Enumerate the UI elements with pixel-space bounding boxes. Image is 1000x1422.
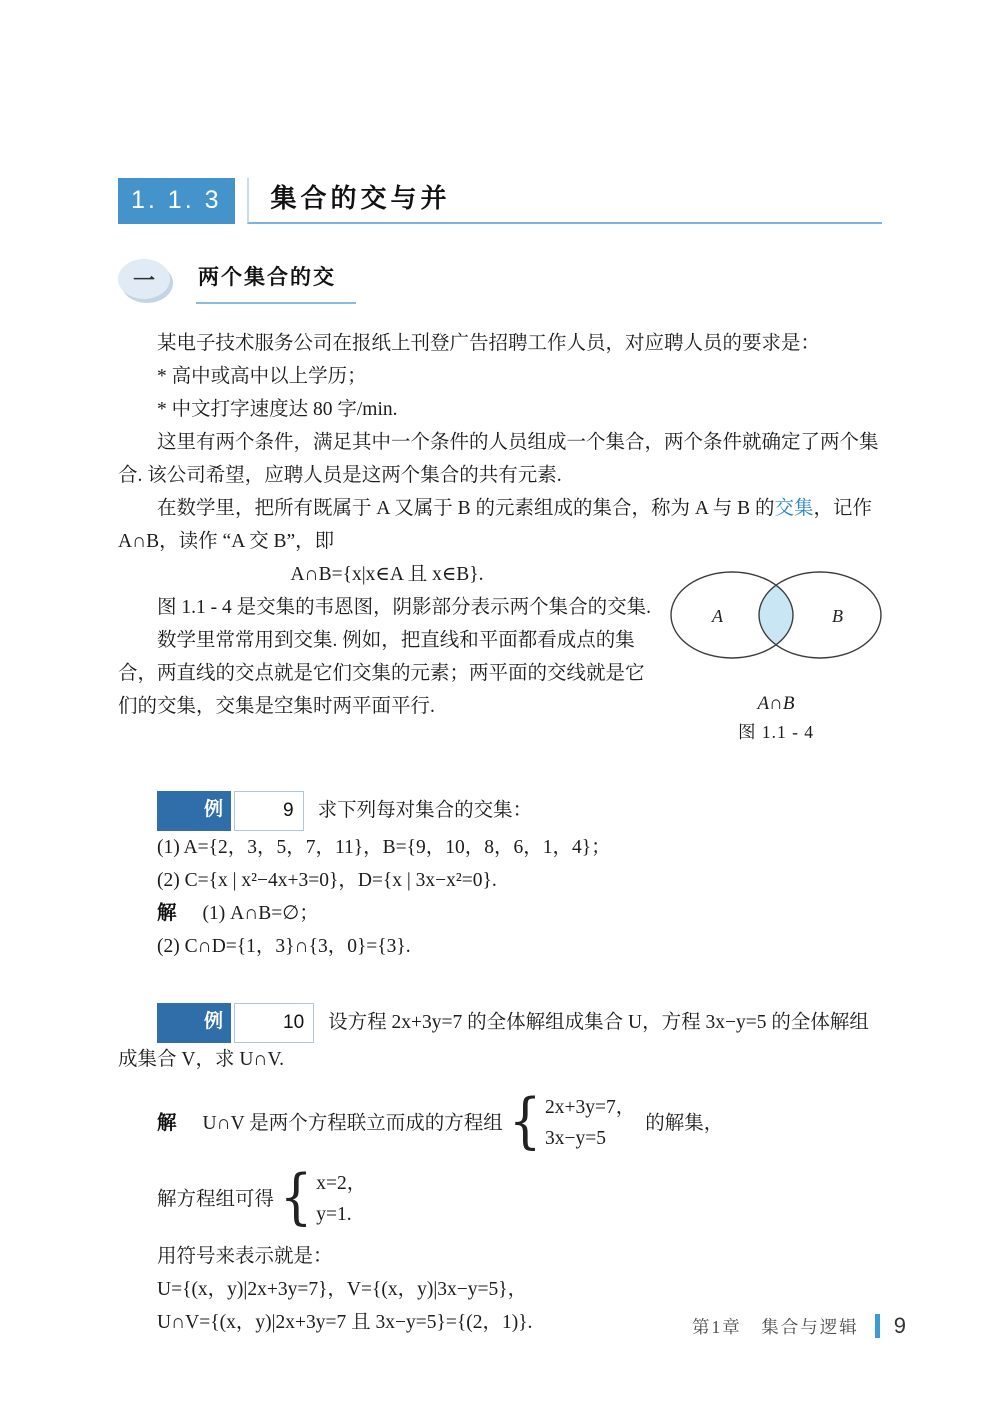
symbols-line-2: U∩V={(x，y)|2x+3y=7 且 3x−y=5}={(2，1)}. <box>157 1312 533 1333</box>
figure-1-1-4 <box>670 568 882 747</box>
venn-diagram <box>670 568 882 664</box>
solution-x: x=2， <box>316 1173 367 1194</box>
subsection-marker-oval: 一 <box>118 259 170 299</box>
example-9-prompt: 求下列每对集合的交集： <box>317 800 533 821</box>
solution-label: 解 <box>157 902 177 924</box>
section-header <box>118 178 882 224</box>
example-9-item-1: (1) A={2，3，5，7，11}，B={9，10，8，6，1，4}； <box>157 837 611 858</box>
term-intersection: 交集 <box>774 498 814 519</box>
section-number-badge: 1. 1. 3 <box>118 178 235 224</box>
system-brace: { <box>508 1086 542 1156</box>
subsection-title: 两个集合的交 <box>196 261 356 304</box>
example-10-solution-row <box>118 1086 882 1156</box>
set-b-label: B <box>832 606 843 626</box>
footer-chapter-title: 第1章 集合与逻辑 <box>692 1316 859 1337</box>
footer-accent-bar <box>875 1314 880 1338</box>
intro-paragraph-2: 这里有两个条件，满足其中一个条件的人员组成一个集合，两个条件就确定了两个集合. 该公司希望，应聘人员是这两个集合的共有元素. <box>118 432 879 486</box>
body-text <box>118 327 882 1339</box>
example-10-solve-row <box>118 1162 882 1232</box>
example-9-badge <box>157 791 304 831</box>
solve-pre-text: 解方程组可得 <box>157 1188 275 1210</box>
intersection-definition-formula: A∩B={x|x∈A 且 x∈B}. <box>290 564 484 585</box>
equation-1: 2x+3y=7， <box>544 1097 636 1118</box>
example-9-solution-1 <box>118 897 882 930</box>
symbols-intro: 用符号来表示就是： <box>157 1246 333 1267</box>
example-number: 9 <box>234 791 304 831</box>
subsection-header <box>118 259 882 304</box>
definition-text-post: ，记作 A∩B，读作 “A 交 B”，即 <box>118 498 873 552</box>
example-number: 10 <box>234 1003 314 1043</box>
solution-pre-text: U∩V 是两个方程联立而成的方程组 <box>202 1112 503 1134</box>
definition-text-pre: 在数学里，把所有既属于 A 又属于 B 的元素组成的集合，称为 A 与 B 的 <box>157 498 775 519</box>
example-tag: 例 <box>157 791 231 831</box>
example-9 <box>118 791 882 963</box>
example-10-stem <box>118 1003 882 1076</box>
intro-paragraph-1: 某电子技术服务公司在报纸上刊登广告招聘工作人员，对应聘人员的要求是： <box>157 333 821 354</box>
page-content <box>118 178 882 1339</box>
solution-1-text: (1) A∩B=∅； <box>202 903 319 924</box>
venn-paragraph-2: 数学里常常用到交集. 例如，把直线和平面都看成点的集合，两直线的交点就是它们交集的元素；两平面的交线就是它们的交集，交集是空集时两平面平行. <box>118 630 645 717</box>
section-title: 集合的交与并 <box>270 183 451 213</box>
example-tag: 例 <box>157 1003 231 1043</box>
example-10-stem-text: 设方程 2x+3y=7 的全体解组成集合 U，方程 3x−y=5 的全体解组成集合 V，求 U∩V. <box>118 1012 869 1070</box>
equation-system-1 <box>545 1092 635 1154</box>
venn-paragraph-1: 图 1.1 - 4 是交集的韦恩图，阴影部分表示两个集合的交集. <box>157 597 651 618</box>
page-footer <box>692 1313 906 1339</box>
example-10 <box>118 1003 882 1339</box>
solution-post-text: 的解集， <box>645 1112 724 1134</box>
example-10-badge <box>157 1003 314 1043</box>
figure-caption-formula: A∩B <box>757 693 795 714</box>
definition-paragraph <box>118 492 882 558</box>
equation-system-2 <box>316 1168 366 1230</box>
requirement-bullet-2: * 中文打字速度达 80 字/min. <box>157 399 398 420</box>
solution-label: 解 <box>157 1111 177 1134</box>
example-9-item-2: (2) C={x | x²−4x+3=0}，D={x | 3x−x²=0}. <box>157 870 497 891</box>
example-9-solution-2: (2) C∩D={1，3}∩{3，0}={3}. <box>157 936 411 957</box>
footer-page-number: 9 <box>893 1313 906 1338</box>
set-a-label: A <box>712 606 723 626</box>
equation-2: 3x−y=5 <box>544 1128 606 1149</box>
requirement-bullet-1: * 高中或高中以上学历； <box>157 366 367 387</box>
section-title-rule <box>247 178 883 224</box>
symbols-line-1: U={(x，y)|2x+3y=7}，V={(x，y)|3x−y=5}， <box>157 1279 528 1300</box>
figure-caption-number: 图 1.1 - 4 <box>737 722 815 742</box>
example-9-heading <box>118 791 882 831</box>
solution-y: y=1. <box>316 1204 352 1225</box>
system-brace: { <box>279 1162 313 1232</box>
